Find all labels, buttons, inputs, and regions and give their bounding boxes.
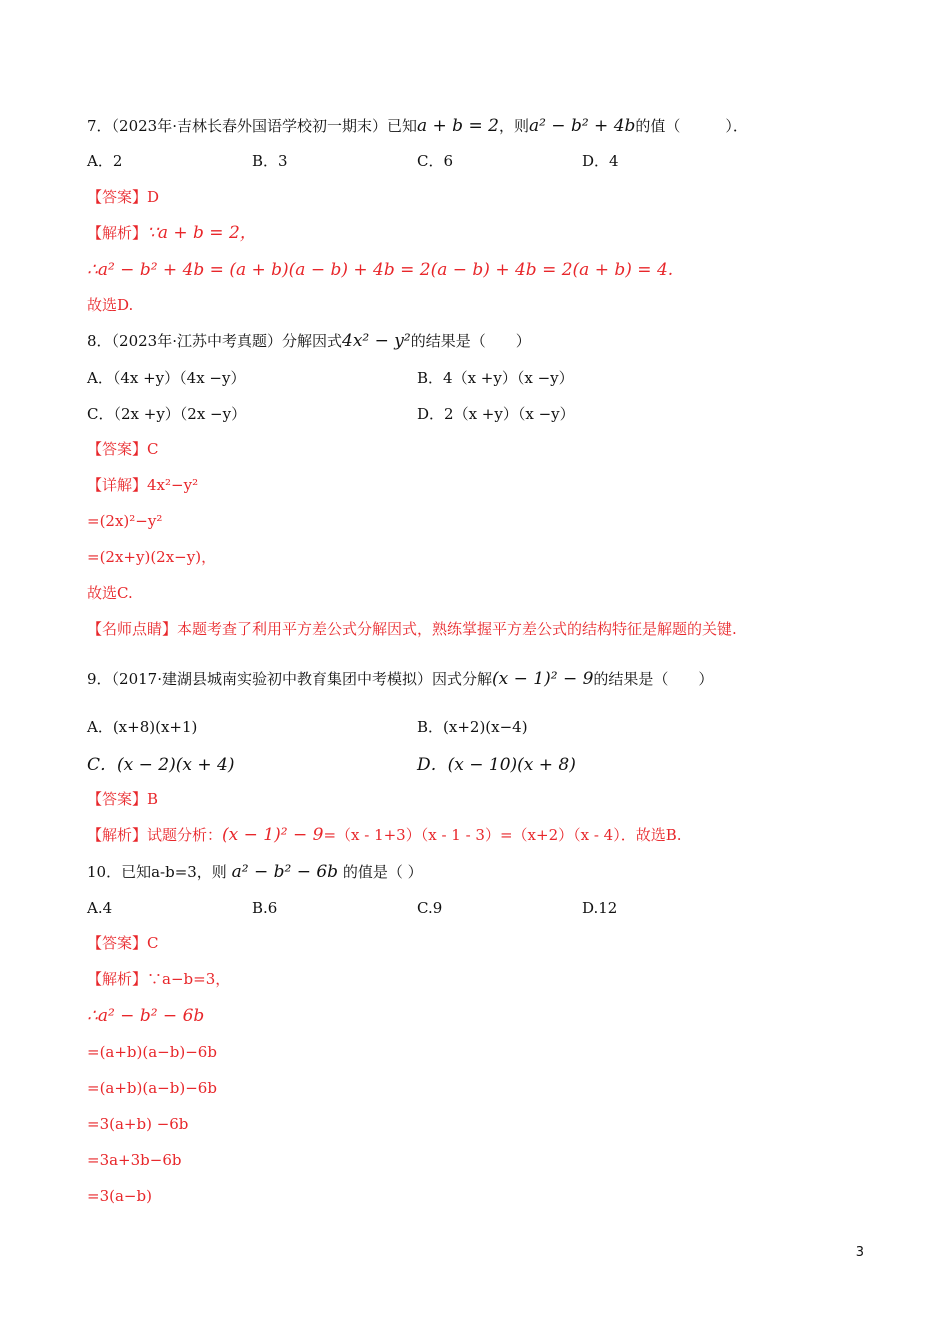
q10-option-a: A.4 <box>87 899 113 917</box>
q10-option-d: D.12 <box>582 899 618 917</box>
q8-detail-3: =(2x+y)(2x−y)， <box>87 548 217 566</box>
q10-option-c: C.9 <box>417 899 443 917</box>
q7-analysis-1: 【解析】∵a + b = 2， <box>87 223 257 243</box>
q7-conclusion: 故选D. <box>87 296 134 314</box>
q9-stem: 9．（2017·建湖县城南实验初中教育集团中考模拟）因式分解(x − 1)² − 9的结果是（ ） <box>87 669 714 689</box>
q10-step-5: =3(a−b) <box>87 1187 152 1205</box>
q8-conclusion: 故选C. <box>87 584 133 602</box>
q7-option-b: B．3 <box>252 152 288 170</box>
q7-analysis-2: ∴a² − b² + 4b = (a + b)(a − b) + 4b = 2(a − b) + 4b = 2(a + b) = 4. <box>87 260 674 280</box>
q10-option-b: B.6 <box>252 899 278 917</box>
q9-option-a: A．(x+8)(x+1) <box>87 718 198 736</box>
q8-detail-2: =(2x)²−y² <box>87 512 163 530</box>
q7-option-c: C．6 <box>417 152 454 170</box>
q9-analysis: 【解析】试题分析：(x − 1)² − 9=（x - 1+3）（x - 1 - 3）=（x+2）（x - 4）．故选B. <box>87 825 682 845</box>
q9-answer: 【答案】B <box>87 790 159 808</box>
q7-option-d: D．4 <box>582 152 619 170</box>
q10-step-2: =(a+b)(a−b)−6b <box>87 1079 217 1097</box>
q10-analysis-2: ∴a² − b² − 6b <box>87 1006 205 1026</box>
q8-option-c: C．（2x +y）（2x −y） <box>87 405 247 423</box>
page-number: 3 <box>855 1245 864 1260</box>
q8-detail-1: 【详解】4x²−y² <box>87 476 199 494</box>
q9-option-c: C．(x − 2)(x + 4) <box>87 755 235 775</box>
q8-option-b: B．4（x +y）（x −y） <box>417 369 574 387</box>
q10-step-1: =(a+b)(a−b)−6b <box>87 1043 217 1061</box>
q8-stem: 8．（2023年·江苏中考真题）分解因式4x² − y²的结果是（ ） <box>87 331 531 351</box>
q8-option-a: A．（4x +y）（4x −y） <box>87 369 246 387</box>
q10-answer: 【答案】C <box>87 934 159 952</box>
q8-option-d: D．2（x +y）（x −y） <box>417 405 575 423</box>
q7-answer: 【答案】D <box>87 188 160 206</box>
q9-option-d: D．(x − 10)(x + 8) <box>417 755 576 775</box>
q10-step-3: =3(a+b) −6b <box>87 1115 189 1133</box>
q7-option-a: A．2 <box>87 152 123 170</box>
q9-option-b: B．(x+2)(x−4) <box>417 718 528 736</box>
q8-answer: 【答案】C <box>87 440 159 458</box>
q10-step-4: =3a+3b−6b <box>87 1151 182 1169</box>
q8-tip: 【名师点睛】本题考查了利用平方差公式分解因式，熟练掌握平方差公式的结构特征是解题的关键. <box>87 620 737 638</box>
q10-stem: 10．已知a-b=3，则 a² − b² − 6b 的值是（ ） <box>87 862 423 882</box>
q10-analysis-1: 【解析】∵a−b=3， <box>87 970 231 988</box>
q7-stem: 7．（2023年·吉林长春外国语学校初一期末）已知a + b = 2，则a² − b² + 4b的值（ ）． <box>87 116 748 136</box>
